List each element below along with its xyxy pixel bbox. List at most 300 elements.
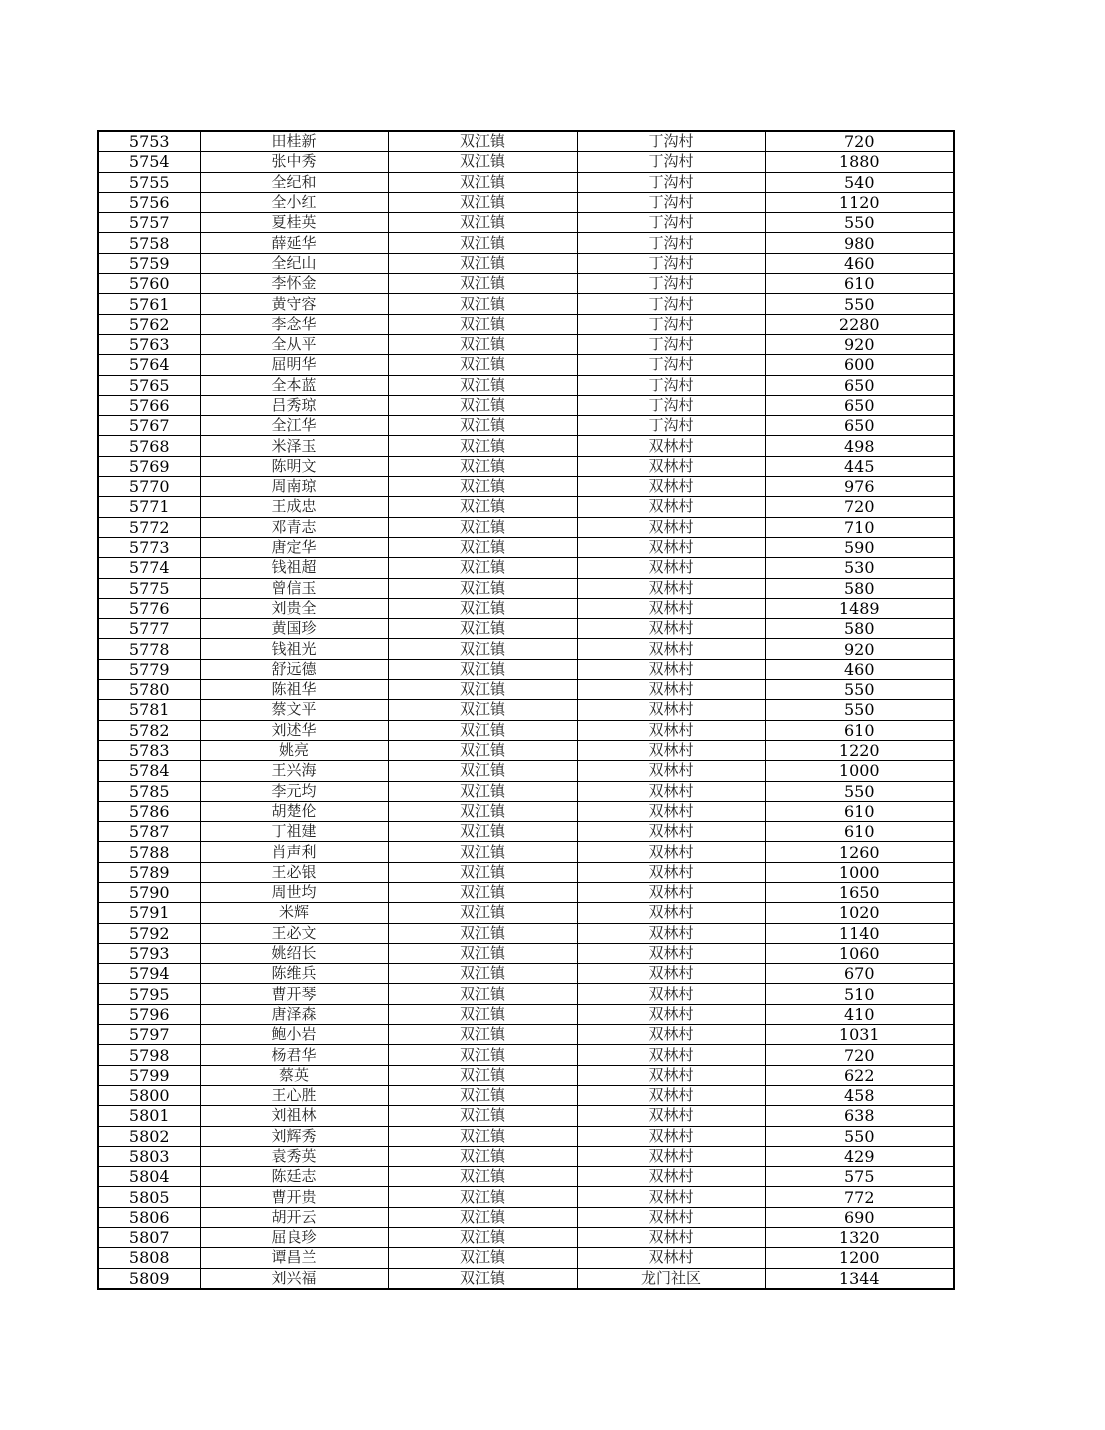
table-row	[98, 578, 954, 598]
amount-cell: 550	[765, 700, 954, 720]
town-cell: 双江镇	[388, 537, 577, 557]
name-cell: 唐定华	[200, 537, 388, 557]
village-cell: 双林村	[577, 984, 765, 1004]
town-cell: 双江镇	[388, 294, 577, 314]
amount-cell: 460	[765, 659, 954, 679]
amount-cell: 550	[765, 781, 954, 801]
amount-cell: 458	[765, 1085, 954, 1105]
amount-cell: 410	[765, 1004, 954, 1024]
town-cell: 双江镇	[388, 1187, 577, 1207]
table-row	[98, 659, 954, 679]
village-cell: 双林村	[577, 964, 765, 984]
row-number-cell: 5808	[98, 1248, 200, 1268]
town-cell: 双江镇	[388, 781, 577, 801]
amount-cell: 460	[765, 253, 954, 273]
name-cell: 全江华	[200, 416, 388, 436]
row-number-cell: 5803	[98, 1146, 200, 1166]
table-row	[98, 943, 954, 963]
town-cell: 双江镇	[388, 131, 577, 152]
row-number-cell: 5774	[98, 558, 200, 578]
name-cell: 曹开琴	[200, 984, 388, 1004]
village-cell: 双林村	[577, 1146, 765, 1166]
village-cell: 双林村	[577, 639, 765, 659]
village-cell: 双林村	[577, 740, 765, 760]
amount-cell: 1880	[765, 152, 954, 172]
name-cell: 姚亮	[200, 740, 388, 760]
village-cell: 丁沟村	[577, 213, 765, 233]
village-cell: 双林村	[577, 781, 765, 801]
row-number-cell: 5775	[98, 578, 200, 598]
amount-cell: 1200	[765, 1248, 954, 1268]
row-number-cell: 5776	[98, 598, 200, 618]
table-row	[98, 416, 954, 436]
village-cell: 丁沟村	[577, 375, 765, 395]
village-cell: 双林村	[577, 943, 765, 963]
amount-cell: 1031	[765, 1025, 954, 1045]
village-cell: 双林村	[577, 598, 765, 618]
village-cell: 丁沟村	[577, 274, 765, 294]
name-cell: 黄守容	[200, 294, 388, 314]
amount-cell: 1140	[765, 923, 954, 943]
row-number-cell: 5785	[98, 781, 200, 801]
table-row	[98, 1004, 954, 1024]
table-row	[98, 862, 954, 882]
amount-cell: 1000	[765, 761, 954, 781]
row-number-cell: 5766	[98, 395, 200, 415]
town-cell: 双江镇	[388, 740, 577, 760]
amount-cell: 530	[765, 558, 954, 578]
row-number-cell: 5783	[98, 740, 200, 760]
table-row	[98, 517, 954, 537]
village-cell: 双林村	[577, 456, 765, 476]
row-number-cell: 5804	[98, 1167, 200, 1187]
amount-cell: 976	[765, 477, 954, 497]
village-cell: 双林村	[577, 558, 765, 578]
town-cell: 双江镇	[388, 1065, 577, 1085]
table-row	[98, 1187, 954, 1207]
town-cell: 双江镇	[388, 1025, 577, 1045]
amount-cell: 590	[765, 537, 954, 557]
row-number-cell: 5764	[98, 355, 200, 375]
town-cell: 双江镇	[388, 1004, 577, 1024]
town-cell: 双江镇	[388, 984, 577, 1004]
town-cell: 双江镇	[388, 1268, 577, 1289]
amount-cell: 2280	[765, 314, 954, 334]
table-row	[98, 882, 954, 902]
village-cell: 双林村	[577, 1106, 765, 1126]
name-cell: 曹开贵	[200, 1187, 388, 1207]
village-cell: 双林村	[577, 720, 765, 740]
amount-cell: 1320	[765, 1228, 954, 1248]
town-cell: 双江镇	[388, 517, 577, 537]
town-cell: 双江镇	[388, 1146, 577, 1166]
row-number-cell: 5806	[98, 1207, 200, 1227]
name-cell: 王必银	[200, 862, 388, 882]
town-cell: 双江镇	[388, 314, 577, 334]
row-number-cell: 5797	[98, 1025, 200, 1045]
table-row	[98, 1146, 954, 1166]
name-cell: 王必文	[200, 923, 388, 943]
amount-cell: 772	[765, 1187, 954, 1207]
village-cell: 双林村	[577, 436, 765, 456]
table-row	[98, 761, 954, 781]
name-cell: 王成忠	[200, 497, 388, 517]
village-cell: 双林村	[577, 903, 765, 923]
amount-cell: 920	[765, 334, 954, 354]
town-cell: 双江镇	[388, 436, 577, 456]
table-row	[98, 233, 954, 253]
name-cell: 屈良珍	[200, 1228, 388, 1248]
town-cell: 双江镇	[388, 639, 577, 659]
town-cell: 双江镇	[388, 558, 577, 578]
row-number-cell: 5792	[98, 923, 200, 943]
village-cell: 丁沟村	[577, 152, 765, 172]
row-number-cell: 5782	[98, 720, 200, 740]
town-cell: 双江镇	[388, 1126, 577, 1146]
row-number-cell: 5758	[98, 233, 200, 253]
table-row	[98, 1268, 954, 1289]
town-cell: 双江镇	[388, 1106, 577, 1126]
row-number-cell: 5781	[98, 700, 200, 720]
village-cell: 双林村	[577, 862, 765, 882]
name-cell: 陈廷志	[200, 1167, 388, 1187]
row-number-cell: 5771	[98, 497, 200, 517]
village-cell: 双林村	[577, 882, 765, 902]
name-cell: 周世均	[200, 882, 388, 902]
village-cell: 双林村	[577, 1085, 765, 1105]
town-cell: 双江镇	[388, 964, 577, 984]
amount-cell: 445	[765, 456, 954, 476]
amount-cell: 575	[765, 1167, 954, 1187]
table-row	[98, 619, 954, 639]
name-cell: 蔡英	[200, 1065, 388, 1085]
row-number-cell: 5805	[98, 1187, 200, 1207]
town-cell: 双江镇	[388, 192, 577, 212]
name-cell: 蔡文平	[200, 700, 388, 720]
amount-cell: 650	[765, 416, 954, 436]
row-number-cell: 5773	[98, 537, 200, 557]
name-cell: 杨君华	[200, 1045, 388, 1065]
village-cell: 双林村	[577, 1004, 765, 1024]
town-cell: 双江镇	[388, 172, 577, 192]
amount-cell: 550	[765, 294, 954, 314]
table-row	[98, 294, 954, 314]
village-cell: 双林村	[577, 1167, 765, 1187]
row-number-cell: 5762	[98, 314, 200, 334]
data-table	[97, 130, 955, 1290]
row-number-cell: 5788	[98, 842, 200, 862]
table-row	[98, 822, 954, 842]
table-row	[98, 253, 954, 273]
name-cell: 全纪和	[200, 172, 388, 192]
amount-cell: 610	[765, 801, 954, 821]
amount-cell: 550	[765, 1126, 954, 1146]
name-cell: 陈祖华	[200, 680, 388, 700]
name-cell: 米辉	[200, 903, 388, 923]
amount-cell: 622	[765, 1065, 954, 1085]
village-cell: 双林村	[577, 1187, 765, 1207]
amount-cell: 610	[765, 274, 954, 294]
name-cell: 谭昌兰	[200, 1248, 388, 1268]
village-cell: 双林村	[577, 822, 765, 842]
town-cell: 双江镇	[388, 1207, 577, 1227]
amount-cell: 1020	[765, 903, 954, 923]
amount-cell: 1650	[765, 882, 954, 902]
table-row	[98, 598, 954, 618]
table-row	[98, 456, 954, 476]
name-cell: 夏桂英	[200, 213, 388, 233]
town-cell: 双江镇	[388, 233, 577, 253]
table-row	[98, 801, 954, 821]
row-number-cell: 5801	[98, 1106, 200, 1126]
table-row	[98, 274, 954, 294]
row-number-cell: 5780	[98, 680, 200, 700]
row-number-cell: 5765	[98, 375, 200, 395]
town-cell: 双江镇	[388, 923, 577, 943]
table-row	[98, 903, 954, 923]
table-row	[98, 558, 954, 578]
village-cell: 丁沟村	[577, 395, 765, 415]
name-cell: 全本蓝	[200, 375, 388, 395]
name-cell: 刘兴福	[200, 1268, 388, 1289]
name-cell: 唐泽森	[200, 1004, 388, 1024]
name-cell: 屈明华	[200, 355, 388, 375]
table-row	[98, 984, 954, 1004]
name-cell: 邓青志	[200, 517, 388, 537]
table-row	[98, 477, 954, 497]
name-cell: 曾信玉	[200, 578, 388, 598]
town-cell: 双江镇	[388, 598, 577, 618]
amount-cell: 650	[765, 375, 954, 395]
town-cell: 双江镇	[388, 375, 577, 395]
name-cell: 王兴海	[200, 761, 388, 781]
village-cell: 双林村	[577, 1228, 765, 1248]
row-number-cell: 5763	[98, 334, 200, 354]
village-cell: 双林村	[577, 923, 765, 943]
name-cell: 全小红	[200, 192, 388, 212]
table-row	[98, 842, 954, 862]
table-row	[98, 740, 954, 760]
name-cell: 袁秀英	[200, 1146, 388, 1166]
name-cell: 王心胜	[200, 1085, 388, 1105]
village-cell: 双林村	[577, 1207, 765, 1227]
name-cell: 李念华	[200, 314, 388, 334]
row-number-cell: 5761	[98, 294, 200, 314]
village-cell: 双林村	[577, 1126, 765, 1146]
name-cell: 刘述华	[200, 720, 388, 740]
name-cell: 胡楚伦	[200, 801, 388, 821]
name-cell: 刘祖林	[200, 1106, 388, 1126]
row-number-cell: 5759	[98, 253, 200, 273]
table-row	[98, 964, 954, 984]
town-cell: 双江镇	[388, 862, 577, 882]
town-cell: 双江镇	[388, 213, 577, 233]
table-row	[98, 639, 954, 659]
table-row	[98, 680, 954, 700]
town-cell: 双江镇	[388, 578, 577, 598]
town-cell: 双江镇	[388, 761, 577, 781]
village-cell: 丁沟村	[577, 416, 765, 436]
name-cell: 舒远德	[200, 659, 388, 679]
name-cell: 薛延华	[200, 233, 388, 253]
village-cell: 双林村	[577, 537, 765, 557]
village-cell: 双林村	[577, 700, 765, 720]
town-cell: 双江镇	[388, 720, 577, 740]
table-row	[98, 1025, 954, 1045]
name-cell: 刘辉秀	[200, 1126, 388, 1146]
table-row	[98, 314, 954, 334]
table-row	[98, 213, 954, 233]
amount-cell: 540	[765, 172, 954, 192]
town-cell: 双江镇	[388, 274, 577, 294]
village-cell: 双林村	[577, 1045, 765, 1065]
name-cell: 黄国珍	[200, 619, 388, 639]
row-number-cell: 5768	[98, 436, 200, 456]
village-cell: 丁沟村	[577, 192, 765, 212]
row-number-cell: 5799	[98, 1065, 200, 1085]
town-cell: 双江镇	[388, 680, 577, 700]
table-row	[98, 395, 954, 415]
table-row	[98, 192, 954, 212]
row-number-cell: 5794	[98, 964, 200, 984]
name-cell: 胡开云	[200, 1207, 388, 1227]
row-number-cell: 5798	[98, 1045, 200, 1065]
table-row	[98, 1106, 954, 1126]
village-cell: 双林村	[577, 497, 765, 517]
town-cell: 双江镇	[388, 477, 577, 497]
town-cell: 双江镇	[388, 334, 577, 354]
village-cell: 丁沟村	[577, 172, 765, 192]
table-row	[98, 172, 954, 192]
amount-cell: 920	[765, 639, 954, 659]
town-cell: 双江镇	[388, 659, 577, 679]
row-number-cell: 5789	[98, 862, 200, 882]
town-cell: 双江镇	[388, 700, 577, 720]
name-cell: 周南琼	[200, 477, 388, 497]
table-row	[98, 355, 954, 375]
table-row	[98, 1167, 954, 1187]
town-cell: 双江镇	[388, 395, 577, 415]
table-row	[98, 497, 954, 517]
name-cell: 刘贵全	[200, 598, 388, 618]
town-cell: 双江镇	[388, 1228, 577, 1248]
amount-cell: 429	[765, 1146, 954, 1166]
table-row	[98, 1228, 954, 1248]
table-row	[98, 1248, 954, 1268]
village-cell: 双林村	[577, 1025, 765, 1045]
village-cell: 丁沟村	[577, 253, 765, 273]
row-number-cell: 5777	[98, 619, 200, 639]
amount-cell: 1344	[765, 1268, 954, 1289]
name-cell: 姚绍长	[200, 943, 388, 963]
village-cell: 丁沟村	[577, 334, 765, 354]
amount-cell: 670	[765, 964, 954, 984]
row-number-cell: 5779	[98, 659, 200, 679]
amount-cell: 1000	[765, 862, 954, 882]
amount-cell: 580	[765, 619, 954, 639]
amount-cell: 498	[765, 436, 954, 456]
table-row	[98, 781, 954, 801]
village-cell: 龙门社区	[577, 1268, 765, 1289]
town-cell: 双江镇	[388, 416, 577, 436]
village-cell: 双林村	[577, 680, 765, 700]
row-number-cell: 5757	[98, 213, 200, 233]
village-cell: 丁沟村	[577, 314, 765, 334]
amount-cell: 1489	[765, 598, 954, 618]
amount-cell: 550	[765, 213, 954, 233]
village-cell: 双林村	[577, 761, 765, 781]
row-number-cell: 5786	[98, 801, 200, 821]
name-cell: 全纪山	[200, 253, 388, 273]
amount-cell: 1120	[765, 192, 954, 212]
village-cell: 双林村	[577, 801, 765, 821]
town-cell: 双江镇	[388, 253, 577, 273]
row-number-cell: 5802	[98, 1126, 200, 1146]
town-cell: 双江镇	[388, 355, 577, 375]
amount-cell: 1060	[765, 943, 954, 963]
row-number-cell: 5791	[98, 903, 200, 923]
town-cell: 双江镇	[388, 1085, 577, 1105]
village-cell: 双林村	[577, 659, 765, 679]
row-number-cell: 5793	[98, 943, 200, 963]
row-number-cell: 5790	[98, 882, 200, 902]
row-number-cell: 5753	[98, 131, 200, 152]
table-row	[98, 375, 954, 395]
village-cell: 丁沟村	[577, 294, 765, 314]
village-cell: 双林村	[577, 578, 765, 598]
row-number-cell: 5807	[98, 1228, 200, 1248]
table-row	[98, 334, 954, 354]
town-cell: 双江镇	[388, 1167, 577, 1187]
table-row	[98, 1207, 954, 1227]
name-cell: 米泽玉	[200, 436, 388, 456]
name-cell: 李怀金	[200, 274, 388, 294]
town-cell: 双江镇	[388, 619, 577, 639]
table-body	[98, 131, 954, 1289]
village-cell: 双林村	[577, 1248, 765, 1268]
row-number-cell: 5795	[98, 984, 200, 1004]
town-cell: 双江镇	[388, 822, 577, 842]
town-cell: 双江镇	[388, 903, 577, 923]
amount-cell: 980	[765, 233, 954, 253]
name-cell: 吕秀琼	[200, 395, 388, 415]
village-cell: 双林村	[577, 477, 765, 497]
name-cell: 田桂新	[200, 131, 388, 152]
row-number-cell: 5809	[98, 1268, 200, 1289]
row-number-cell: 5800	[98, 1085, 200, 1105]
amount-cell: 638	[765, 1106, 954, 1126]
row-number-cell: 5760	[98, 274, 200, 294]
row-number-cell: 5784	[98, 761, 200, 781]
amount-cell: 1220	[765, 740, 954, 760]
village-cell: 双林村	[577, 842, 765, 862]
name-cell: 肖声利	[200, 842, 388, 862]
row-number-cell: 5770	[98, 477, 200, 497]
town-cell: 双江镇	[388, 456, 577, 476]
amount-cell: 600	[765, 355, 954, 375]
table-row	[98, 436, 954, 456]
amount-cell: 610	[765, 822, 954, 842]
table-row	[98, 1065, 954, 1085]
table-row	[98, 700, 954, 720]
name-cell: 钱祖超	[200, 558, 388, 578]
town-cell: 双江镇	[388, 1248, 577, 1268]
village-cell: 双林村	[577, 517, 765, 537]
village-cell: 双林村	[577, 619, 765, 639]
amount-cell: 510	[765, 984, 954, 1004]
amount-cell: 1260	[765, 842, 954, 862]
table-row	[98, 1126, 954, 1146]
